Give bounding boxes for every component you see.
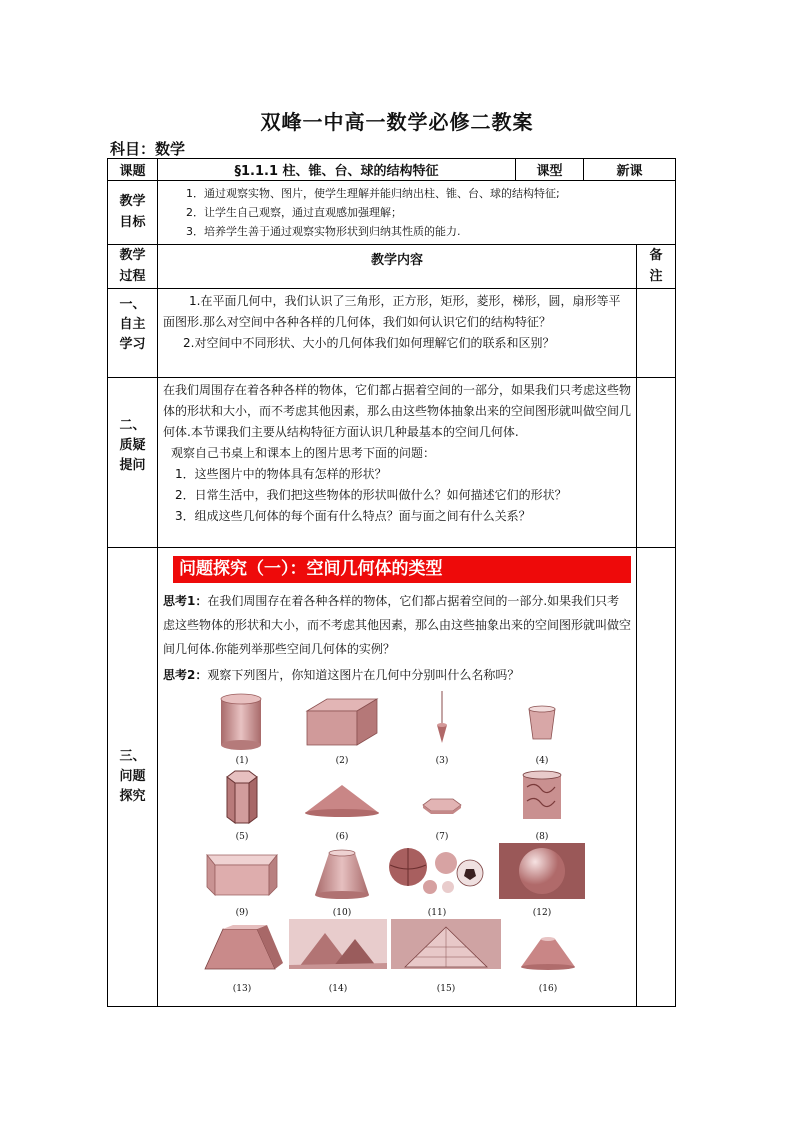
section2-label-line: 质疑 [119,438,146,454]
figure-cylinder [197,691,287,766]
section2-paragraph: 在我们周围存在着各种各样的物体，它们都占据着空间的一部分，如果我们只考虑这些物体的形状和大小，而不考虑其他因素，那么由这些物体抽象出来的空间图形就叫做空间几何体.本节课我们主要从结构特征方面认识几种最基本的空间几何体. [163,383,632,439]
figure-pyramids-photo [289,919,387,994]
goal-item: 2．让学生自己观察，通过直观感加强理解； [186,206,402,219]
section1-label-line: 一、 [119,297,146,312]
process-label-line: 过程 [119,268,146,284]
figure-tray [197,843,287,918]
note-label-line: 注 [649,268,663,284]
think1-paragraph [163,589,631,661]
figure-caption: (13) [232,984,252,994]
figure-glass-pyramid-photo [391,919,501,994]
section1-content [158,289,637,378]
section2-label-line: 二、 [119,418,146,433]
figure-caption: (2) [335,756,349,766]
figure-frustum-pyramid [197,919,287,994]
figure-caption: (5) [235,832,249,842]
figure-plumb-bob [397,691,487,766]
section1-label [108,289,158,378]
section2-row [108,378,676,548]
think2-paragraph [163,663,631,687]
goals-label-line: 目标 [119,214,146,230]
think1-label: 思考1： [163,594,208,608]
page-title: 双峰一中高一数学必修二教案 [260,110,534,134]
figure-balls [382,843,492,918]
section1-label-line: 自主 [119,317,146,333]
figure-sphere [497,843,587,918]
section1-paragraph: 1.在平面几何中，我们认识了三角形，正方形，矩形，菱形，梯形，圆，扇形等平面图形.那么对空间中各种各样的几何体，我们如何认识它们的结构特征？ [163,294,621,329]
figure-box [297,691,387,766]
section3-content [158,548,637,1007]
goals-row [108,181,676,245]
goal-item: 3．培养学生善于通过观察实物形状到归纳其性质的能力. [186,225,461,238]
topic-row [108,159,676,181]
solid-figures-grid [197,691,597,994]
figure-caption: (14) [328,984,348,994]
figure-caption: (15) [436,984,456,994]
section2-question: 3．组成这些几何体的每个面有什么特点？面与面之间有什么关系？ [175,509,531,523]
section2-question: 1．这些图片中的物体具有怎样的形状？ [175,467,387,481]
section2-note [637,378,676,548]
section3-row [108,548,676,1007]
section3-label-line: 问题 [119,768,146,784]
think2-label: 思考2： [163,668,208,682]
figure-caption: (16) [538,984,558,994]
content-label: 教学内容 [158,245,637,289]
figure-caption: (8) [535,832,549,842]
figure-vase [497,767,587,842]
section3-note [637,548,676,1007]
figure-caption: (12) [532,908,552,918]
section3-label-line: 三、 [119,748,146,764]
section3-label-line: 探究 [119,789,146,805]
process-label-line: 教学 [119,248,146,264]
figure-frustum-cone [297,843,387,918]
think1-text: 在我们周围存在着各种各样的物体，它们都占据着空间的一部分.如果我们只考虑这些物体的形状和大小，而不考虑其他因素，那么由这些抽象出来的空间图形就叫做空间几何体.你能列举那些空间几何体的实例？ [163,594,632,656]
section-banner: 问题探究（一）：空间几何体的类型 [173,556,631,583]
figure-caption: (7) [435,832,449,842]
section3-label [108,548,158,1007]
section2-label-line: 提问 [119,458,146,474]
section1-label-line: 学习 [119,337,146,353]
section1-row [108,289,676,378]
figure-hex-plate [397,767,487,842]
goals-label [108,181,158,245]
figure-caption: (9) [235,908,249,918]
figure-caption: (6) [335,832,349,842]
section2-label [108,378,158,548]
goal-item: 1．通过观察实物、图片，使学生理解并能归纳出柱、锥、台、球的结构特征; [186,187,560,200]
figure-caption: (4) [535,756,549,766]
topic-value: §1.1.1 柱、锥、台、球的结构特征 [158,159,516,181]
note-label [637,245,676,289]
section2-question: 2．日常生活中，我们把这些物体的形状叫做什么？如何描述它们的形状？ [175,488,567,502]
subject-label: 科目：数学 [110,140,186,158]
section2-content [158,378,637,548]
type-label: 课型 [516,159,584,181]
figure-caption: (1) [235,756,249,766]
figure-hex-prism [197,767,287,842]
type-value: 新课 [584,159,676,181]
process-label [108,245,158,289]
figure-caption: (10) [332,908,352,918]
goals-label-line: 教学 [119,194,146,210]
section1-paragraph: 2.对空间中不同形状、大小的几何体我们如何理解它们的联系和区别？ [183,336,555,350]
process-header-row [108,245,676,289]
topic-label: 课题 [108,159,158,181]
figure-caption: (3) [435,756,449,766]
think2-text: 观察下列图片，你知道这图片在几何中分别叫什么名称吗？ [207,668,520,682]
goals-content [158,181,676,245]
lesson-table [107,158,676,1007]
section2-paragraph: 观察自己书桌上和课本上的图片思考下面的问题： [171,446,436,460]
note-label-line: 备 [649,248,663,264]
figure-cup [497,691,587,766]
figure-truncated-cone [503,919,593,994]
figure-cone [297,767,387,842]
section1-note [637,289,676,378]
figure-caption: (11) [427,908,447,918]
